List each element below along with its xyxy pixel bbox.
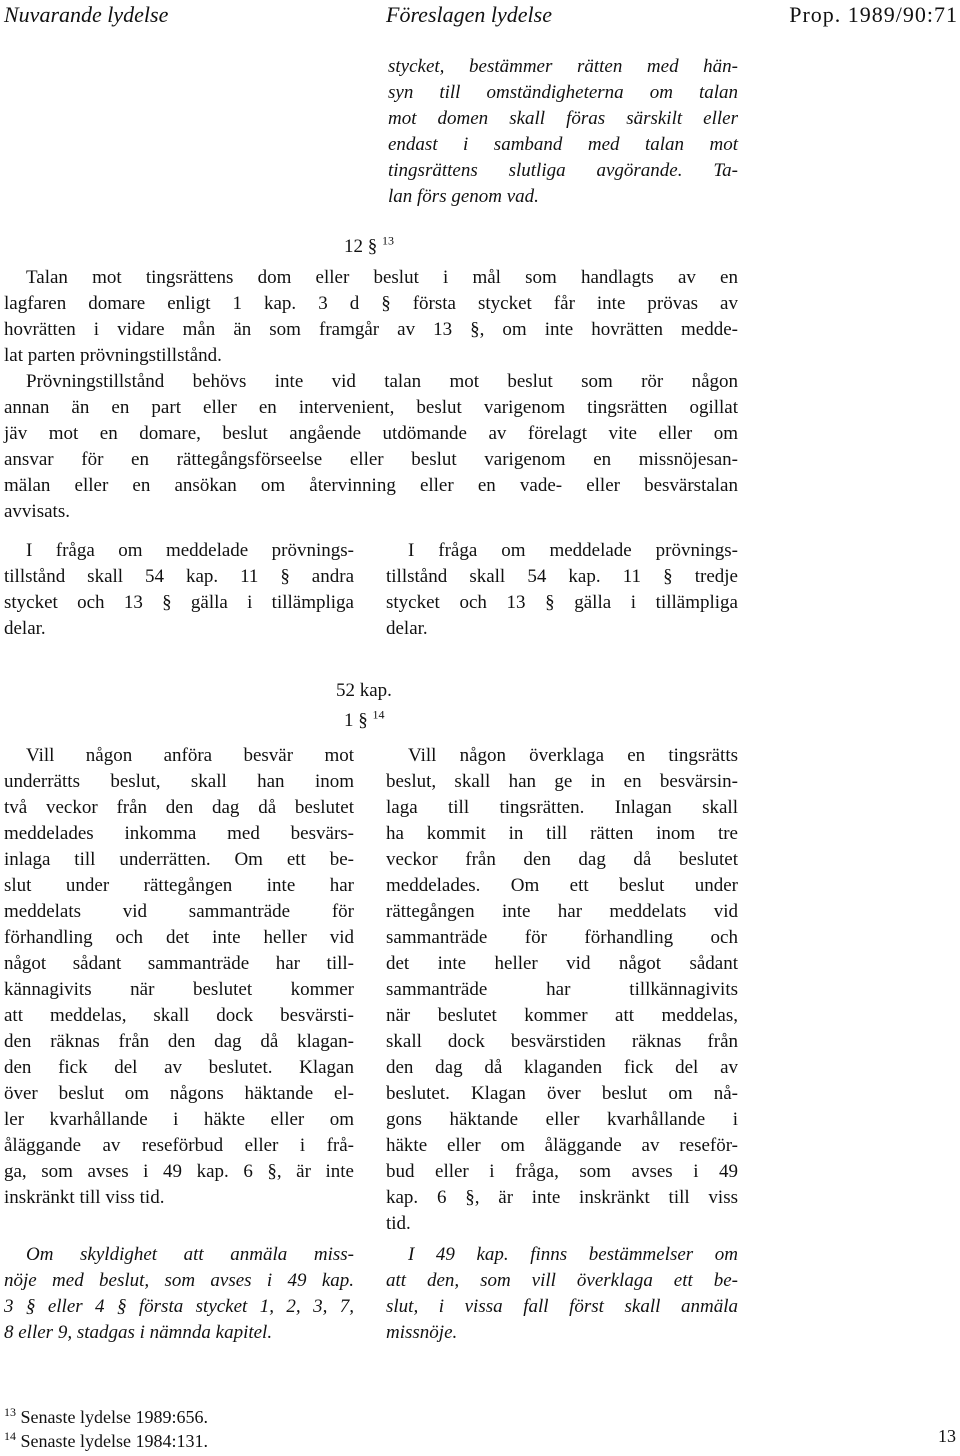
text-line: nöje med beslut, som avses i 49 kap. (4, 1270, 354, 1291)
chapter-heading: 52 kap. (336, 680, 392, 701)
text-line: ansvar för en rättegångsförseelse eller beslut varigenom en missnöjesan- (4, 449, 738, 470)
text-line: I fråga om meddelade prövnings- (408, 540, 738, 561)
page-number: 13 (938, 1426, 956, 1446)
text-line: laga till tingsrätten. Inlagan skall (386, 797, 738, 818)
text-line: inlaga till underrätten. Om ett be- (4, 849, 354, 870)
text-line: jäv mot en domare, beslut angående utdömande av förelagt vite eller om (4, 423, 738, 444)
text-line: två veckor från den dag då beslutet (4, 797, 354, 818)
text-line: endast i samband med talan mot (388, 134, 738, 155)
text-line: något sådant sammanträde har till- (4, 953, 354, 974)
text-line: sammanträde för förhandling och (386, 927, 738, 948)
text-line: 8 eller 9, stadgas i nämnda kapitel. (4, 1322, 273, 1343)
right-notice-paragraph (386, 1242, 738, 1346)
top-right-continuation (388, 54, 738, 210)
section-12-body (4, 265, 738, 525)
text-line: underrätts beslut, skall han inom (4, 771, 354, 792)
text-line: kännagivits när beslutet kommer (4, 979, 354, 1000)
text-line: I 49 kap. finns bestämmelser om (408, 1244, 738, 1265)
text-line: beslut, skall han ge in en besvärsin- (386, 771, 738, 792)
text-line: lan förs genom vad. (388, 186, 539, 207)
text-line: slut, i vissa fall först skall anmäla (386, 1296, 738, 1317)
text-line: Om skyldighet att anmäla miss- (26, 1244, 354, 1265)
right-appeal-paragraph (386, 743, 738, 1237)
text-line: lat parten prövningstillstånd. (4, 345, 222, 366)
text-line: 3 § eller 4 § första stycket 1, 2, 3, 7, (4, 1296, 354, 1317)
text-line: förhandling och det inte heller vid (4, 927, 354, 948)
text-line: ha kommit in till rätten inom tre (386, 823, 738, 844)
text-line: mälan eller en ansökan om återvinning eller en vade- eller besvärstalan (4, 475, 738, 496)
text-line: delar. (4, 618, 46, 639)
text-line: häkte eller om åläggande av reseför- (386, 1135, 738, 1156)
text-line: den dag då klaganden fick del av (386, 1057, 738, 1078)
text-line: missnöje. (386, 1322, 458, 1343)
right-leave-to-appeal-paragraph (386, 538, 738, 642)
footnote-ref: 14 (4, 1429, 16, 1443)
text-line: Prövningstillstånd behövs inte vid talan mot beslut som rör någon (26, 371, 738, 392)
text-line: rättegången inte har meddelats vid (386, 901, 738, 922)
text-line: I fråga om meddelade prövnings- (26, 540, 354, 561)
text-line: avvisats. (4, 501, 70, 522)
text-line: annan än en part eller en intervenient, beslut varigenom tingsrätten ogillat (4, 397, 738, 418)
text-line: bud eller i fråga, som avses i 49 (386, 1161, 738, 1182)
text-line: gons häktande eller kvarhållande i (386, 1109, 738, 1130)
header-proposition-number: Prop. 1989/90:71 (789, 2, 958, 27)
text-line: åläggande av reseförbud eller i frå- (4, 1135, 354, 1156)
section-number: 1 § (344, 710, 368, 731)
text-line: att den, som vill överklaga ett be- (386, 1270, 738, 1291)
text-line: lagfaren domare enligt 1 kap. 3 d § första stycket får inte prövas av (4, 293, 738, 314)
footnote-text: Senaste lydelse 1989:656. (20, 1407, 208, 1427)
footnote-text: Senaste lydelse 1984:131. (20, 1431, 208, 1451)
text-line: stycket och 13 § gälla i tillämpliga (4, 592, 354, 613)
text-line: delar. (386, 618, 428, 639)
text-line: att meddelas, skall dock besvärsti- (4, 1005, 354, 1026)
text-line: tillstånd skall 54 kap. 11 § andra (4, 566, 354, 587)
text-line: skall dock besvärstiden räknas från (386, 1031, 738, 1052)
text-line: sammanträde har tillkännagivits (386, 979, 738, 1000)
text-line: Vill någon anföra besvär mot (26, 745, 354, 766)
header-proposed-wording: Föreslagen lydelse (386, 2, 552, 27)
footnote-ref: 13 (4, 1405, 16, 1419)
text-line: syn till omständigheterna om talan (388, 82, 738, 103)
header-current-wording: Nuvarande lydelse (4, 2, 169, 27)
text-line: tid. (386, 1213, 411, 1234)
text-line: stycket, bestämmer rätten med hän- (388, 56, 738, 77)
text-line: inskränkt till viss tid. (4, 1187, 165, 1208)
text-line: över beslut om någons häktande el- (4, 1083, 354, 1104)
text-line: meddelades. Om ett beslut under (386, 875, 738, 896)
text-line: tingsrättens slutliga avgörande. Ta- (388, 160, 738, 181)
section-1-heading (344, 708, 385, 734)
text-line: Talan mot tingsrättens dom eller beslut i mål som handlagts av en (26, 267, 738, 288)
section-number: 12 § (344, 236, 378, 257)
text-line: Vill någon överklaga en tingsrätts (408, 745, 738, 766)
text-line: det inte heller vid något sådant (386, 953, 738, 974)
text-line: den räknas från den dag då klagan- (4, 1031, 354, 1052)
text-line: slut under rättegången inte har (4, 875, 354, 896)
section-12-heading (344, 234, 394, 260)
text-line: hovrätten i vidare mån än som framgår av 13 §, om inte hovrätten medde- (4, 319, 738, 340)
left-appeal-paragraph (4, 743, 354, 1211)
footnote-ref: 14 (372, 707, 385, 722)
text-line: meddelats vid sammanträde för (4, 901, 354, 922)
text-line: beslutet. Klagan över beslut om nå- (386, 1083, 738, 1104)
text-line: veckor från den dag då beslutet (386, 849, 738, 870)
footnote-14 (4, 1424, 208, 1453)
text-line: den fick del av beslutet. Klagan (4, 1057, 354, 1078)
left-notice-paragraph (4, 1242, 354, 1346)
text-line: när beslutet kommer att meddelas, (386, 1005, 738, 1026)
text-line: mot domen skall föras särskilt eller (388, 108, 738, 129)
text-line: ler kvarhållande i häkte eller om (4, 1109, 354, 1130)
text-line: kap. 6 §, är inte inskränkt till viss (386, 1187, 738, 1208)
footnote-ref: 13 (382, 233, 394, 248)
text-line: ga, som avses i 49 kap. 6 §, är inte (4, 1161, 354, 1182)
left-leave-to-appeal-paragraph (4, 538, 354, 642)
text-line: tillstånd skall 54 kap. 11 § tredje (386, 566, 738, 587)
text-line: meddelades inkomma med besvärs- (4, 823, 354, 844)
text-line: stycket och 13 § gälla i tillämpliga (386, 592, 738, 613)
